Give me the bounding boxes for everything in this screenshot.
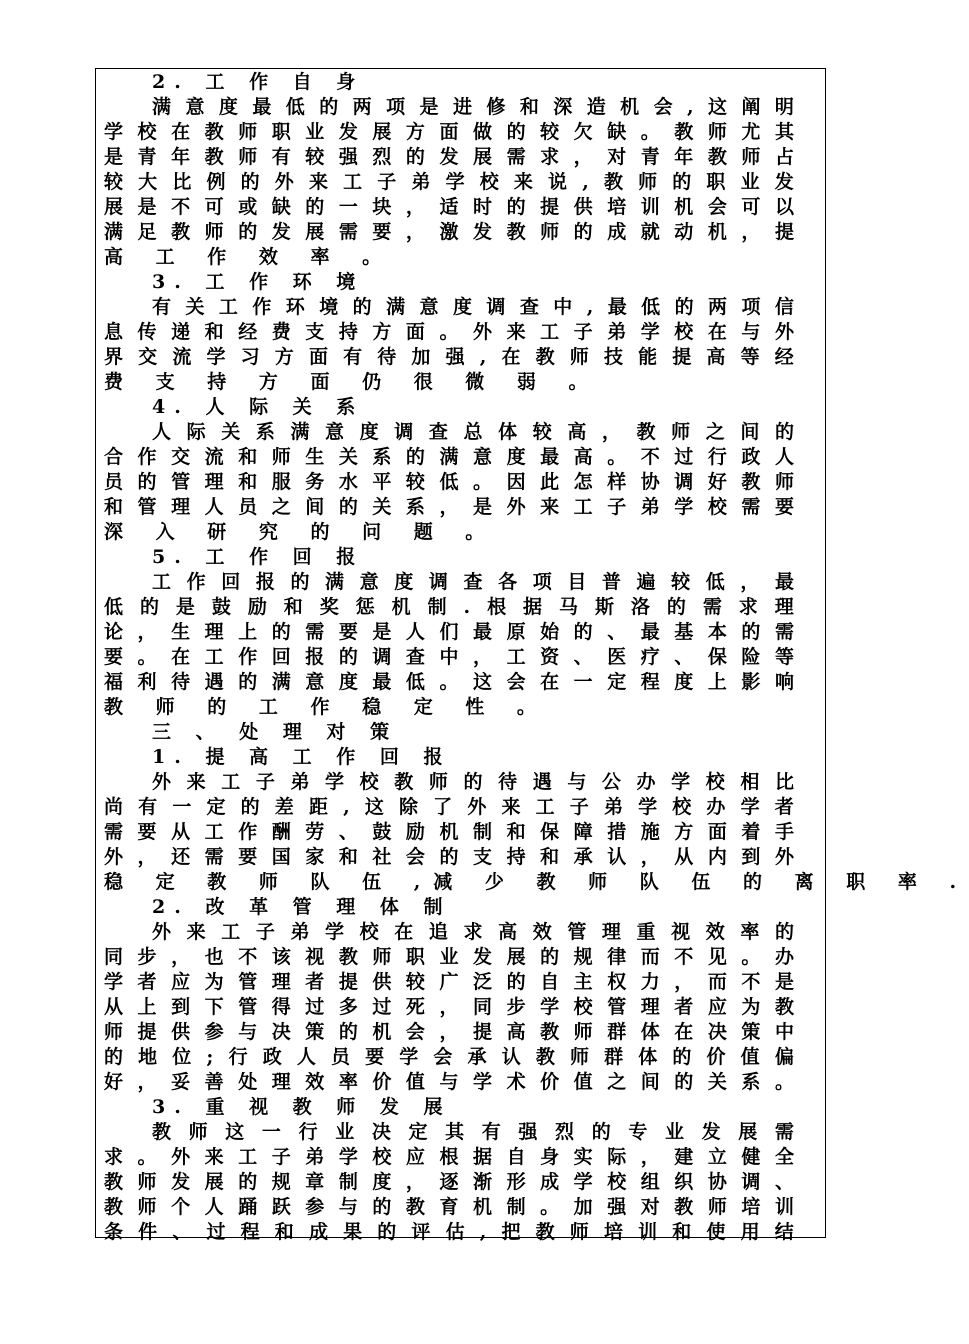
text-line: 满 意 度 最 低 的 两 项 是 进 修 和 深 造 机 会 , 这 阐 明 — [152, 96, 794, 118]
text-line: 息 传 递 和 经 费 支 持 方 面 。 外 来 工 子 弟 学 校 在 与 外 — [104, 321, 794, 343]
text-line: 满 足 教 师 的 发 展 需 要 ， 激 发 教 师 的 成 就 动 机 ， 提 — [104, 221, 794, 243]
section-heading: 1. 提 高 工 作 回 报 — [152, 746, 452, 768]
section-heading: 三 、 处 理 对 策 — [152, 721, 399, 743]
text-line: 教 师 个 人 踊 跃 参 与 的 教 育 机 制 。 加 强 对 教 师 培 训 — [104, 1196, 794, 1218]
text-line: 外 ， 还 需 要 国 家 和 社 会 的 支 持 和 承 认 ， 从 内 到 外 — [104, 846, 794, 868]
text-line: 界 交 流 学 习 方 面 有 待 加 强 , 在 教 师 技 能 提 高 等 经 — [104, 346, 794, 368]
text-line: 福 利 待 遇 的 满 意 度 最 低 。 这 会 在 一 定 程 度 上 影 响 — [104, 671, 794, 693]
text-line: 是 青 年 教 师 有 较 强 烈 的 发 展 需 求 ， 对 青 年 教 师 占 — [104, 146, 794, 168]
section-heading: 2. 改 革 管 理 体 制 — [152, 896, 452, 918]
text-line: 展 是 不 可 或 缺 的 一 块 ， 适 时 的 提 供 培 训 机 会 可 以 — [104, 196, 794, 218]
text-line: 有 关 工 作 环 境 的 满 意 度 调 查 中 , 最 低 的 两 项 信 — [152, 296, 794, 318]
text-line: 费 支 持 方 面 仍 很 微 弱 。 — [104, 371, 601, 393]
text-line: 同 步 ， 也 不 该 视 教 师 职 业 发 展 的 规 律 而 不 见 。 办 — [104, 946, 794, 968]
text-line: 教 师 这 一 行 业 决 定 其 有 强 烈 的 专 业 发 展 需 — [152, 1121, 794, 1143]
text-line: 要 。 在 工 作 回 报 的 调 查 中 ， 工 资 、 医 疗 、 保 险 等 — [104, 646, 794, 668]
text-line: 从 上 到 下 管 得 过 多 过 死 ， 同 步 学 校 管 理 者 应 为 教 — [104, 996, 794, 1018]
section-heading: 3. 工 作 环 境 — [152, 271, 365, 293]
text-line: 师 提 供 参 与 决 策 的 机 会 ， 提 高 教 师 群 体 在 决 策 中 — [104, 1021, 794, 1043]
text-line: 外 来 工 子 弟 学 校 在 追 求 高 效 管 理 重 视 效 率 的 — [152, 921, 794, 943]
text-line: 较 大 比 例 的 外 来 工 子 弟 学 校 来 说 , 教 师 的 职 业 发 — [104, 171, 794, 193]
text-line: 工 作 回 报 的 满 意 度 调 查 各 项 目 普 遍 较 低 ， 最 — [152, 571, 794, 593]
section-heading: 3. 重 视 教 师 发 展 — [152, 1096, 452, 1118]
text-line: 尚 有 一 定 的 差 距 , 这 除 了 外 来 工 子 弟 学 校 办 学 者 — [104, 796, 794, 818]
text-line: 好 ， 妥 善 处 理 效 率 价 值 与 学 术 价 值 之 间 的 关 系 。 — [104, 1071, 794, 1093]
text-line: 和 管 理 人 员 之 间 的 关 系 ， 是 外 来 工 子 弟 学 校 需 要 — [104, 496, 794, 518]
text-line: 高 工 作 效 率 。 — [104, 246, 395, 268]
text-line: 低 的 是 鼓 励 和 奖 惩 机 制 . 根 据 马 斯 洛 的 需 求 理 — [104, 596, 794, 618]
text-line: 深 入 研 究 的 问 题 。 — [104, 521, 498, 543]
section-heading: 5. 工 作 回 报 — [152, 546, 365, 568]
section-heading: 4. 人 际 关 系 — [152, 396, 365, 418]
text-line: 的 地 位 ; 行 政 人 员 要 学 会 承 认 教 师 群 体 的 价 值 偏 — [104, 1046, 794, 1068]
text-line: 学 者 应 为 管 理 者 提 供 较 广 泛 的 自 主 权 力 ， 而 不 是 — [104, 971, 794, 993]
text-line: 外 来 工 子 弟 学 校 教 师 的 待 遇 与 公 办 学 校 相 比 — [152, 771, 794, 793]
document-body — [104, 70, 969, 1245]
text-line: 教 师 的 工 作 稳 定 性 。 — [104, 696, 549, 718]
text-line: 员 的 管 理 和 服 务 水 平 较 低 。 因 此 怎 样 协 调 好 教 师 — [104, 471, 794, 493]
text-line: 论 ， 生 理 上 的 需 要 是 人 们 最 原 始 的 、 最 基 本 的 需 — [104, 621, 794, 643]
section-heading: 2. 工 作 自 身 — [152, 71, 365, 93]
text-line: 稳 定 教 师 队 伍 ,减 少 教 师 队 伍 的 离 职 率 . — [104, 871, 969, 893]
text-line: 教 师 发 展 的 规 章 制 度 ， 逐 渐 形 成 学 校 组 织 协 调 、 — [104, 1171, 794, 1193]
text-line: 需 要 从 工 作 酬 劳 、 鼓 励 机 制 和 保 障 措 施 方 面 着 手 — [104, 821, 794, 843]
text-line: 人 际 关 系 满 意 度 调 查 总 体 较 高 ， 教 师 之 间 的 — [152, 421, 794, 443]
text-line: 求 。 外 来 工 子 弟 学 校 应 根 据 自 身 实 际 ， 建 立 健 全 — [104, 1146, 794, 1168]
text-line: 合 作 交 流 和 师 生 关 系 的 满 意 度 最 高 。 不 过 行 政 人 — [104, 446, 794, 468]
text-line: 条 件 、 过 程 和 成 果 的 评 估 , 把 教 师 培 训 和 使 用 结 — [104, 1221, 794, 1243]
text-line: 学 校 在 教 师 职 业 发 展 方 面 做 的 较 欠 缺 。 教 师 尤 其 — [104, 121, 794, 143]
